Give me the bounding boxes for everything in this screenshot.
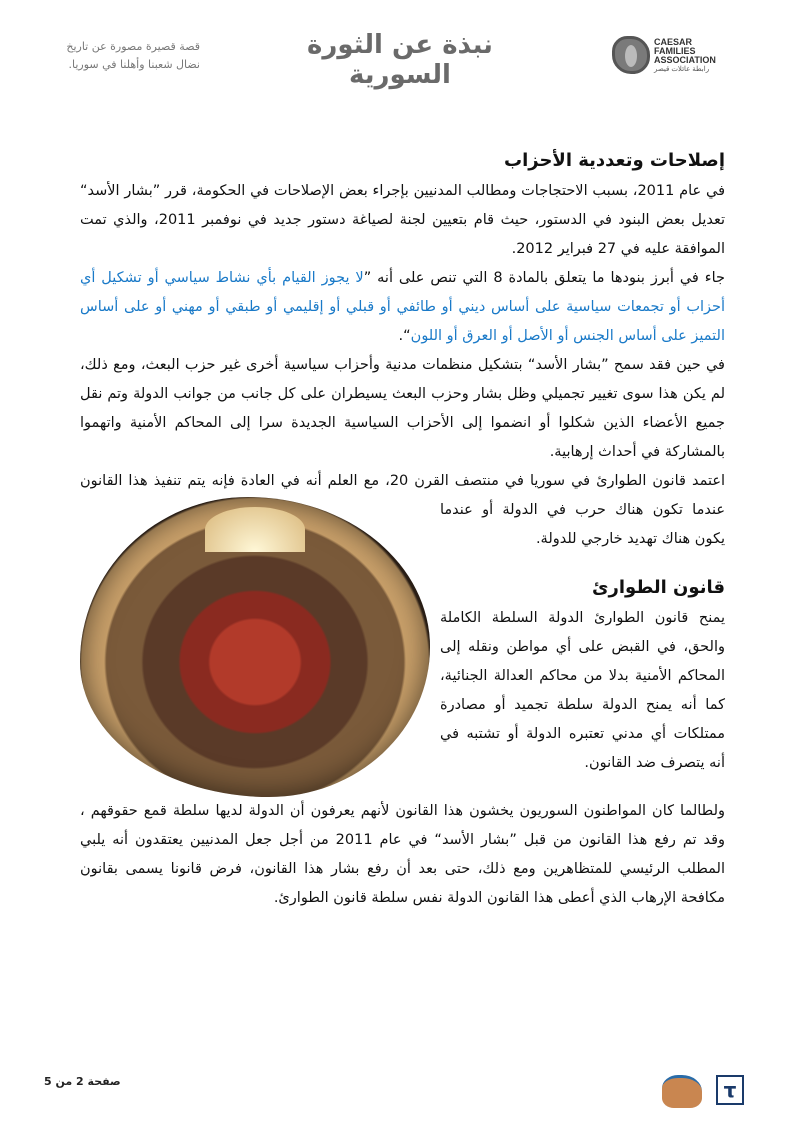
article-body (80, 145, 725, 913)
section-heading-reforms: إصلاحات وتعددية الأحزاب (503, 150, 725, 171)
caesar-families-footer-logo-icon (662, 1075, 702, 1108)
tagline-line-2: نضال شعبنا وأهلنا في سوريا. (68, 58, 200, 71)
text: جاء في أبرز بنودها ما يتعلق بالمادة 8 التي تنص على أنه ” (363, 270, 725, 286)
paragraph: في عام 2011، بسبب الاحتجاجات ومطالب المدنيين بإجراء بعض الإصلاحات في الحكومة، قرر ”بشار الأسد“ تعديل بعض البنود في الدستور، حيث قام بتعيين لجنة لصياغة دستور جديد في نوفمبر 2011، والذي تمت الموافقة عليه في 27 فبراير 2012. (80, 183, 725, 257)
article-8-quote: لا يجوز القيام بأي نشاط سياسي أو تشكيل أي أحزاب أو تجمعات سياسية على أساس ديني أو طائفي أو قبلي أو إقليمي أو طبقي أو مهني أو على أساس التميز على أساس الجنس أو الأصل أو العرق أو اللون (80, 270, 725, 344)
page-header (0, 28, 794, 90)
paragraph: ولطالما كان المواطنون السوريون يخشون هذا القانون لأنهم يعرفون أن الدولة لديها سلطة قمع حقوقهم ، وقد تم رفع هذا القانون من قبل ”بشار الأسد“ في عام 2011 من أجل جعل المدنيين يعتقدون أنه يلبي المطلب الرئيسي للمتظاهرين ومع ذلك، حتى بعد أن رفع بشار هذا القانون، فرض قانونا يسمى بقانون مكافحة الإرهاب الذي أعطى هذا القانون الدولة نفس سلطة قانون الطوارئ. (80, 803, 725, 906)
text: “. (398, 328, 411, 344)
tagline (40, 38, 200, 74)
logo-text (654, 38, 716, 74)
logo-word: CAESAR (654, 37, 693, 47)
section-heading-emergency-law: قانون الطوارئ (592, 577, 725, 598)
page-number: صفحة 2 من 5 (44, 1075, 121, 1088)
logo-arabic: رابطة عائلات قيصر (654, 66, 710, 73)
parliament-image (80, 497, 430, 797)
logo-word: FAMILIES (654, 46, 696, 56)
leaf-logo-icon (612, 36, 650, 74)
parliament-photo (80, 497, 430, 797)
paragraph: اعتمد قانون الطوارئ في سوريا في منتصف القرن 20، مع العلم أنه في العادة فإنه يتم تنفيذ هذا القانون عندما تكون هناك حرب في الدولة أو عندما يكون هناك تهديد خارجي للدولة. (80, 473, 726, 547)
tau-logo-icon: τ (716, 1075, 744, 1105)
logo-word: ASSOCIATION (654, 55, 716, 65)
paragraph-article-8 (80, 264, 725, 351)
caesar-families-logo (612, 36, 752, 76)
document-title: نبذة عن الثورة السورية (307, 30, 493, 90)
tagline-line-1: قصة قصيرة مصورة عن تاريخ (66, 40, 200, 53)
paragraph: يمنح قانون الطوارئ الدولة السلطة الكاملة والحق، في القبض على أي مواطن ونقله إلى المحاكم الأمنية بدلا من محاكم العدالة الجنائية، كما أنه يمنح الدولة سلطة تجميد أو مصادرة ممتلكات أي مدني تعتبره الدولة أو تشتبه في أنه يتصرف ضد القانون. (440, 610, 725, 771)
paragraph: في حين فقد سمح ”بشار الأسد“ بتشكيل منظمات مدنية وأحزاب سياسية أخرى غير حزب البعث، ومع ذلك، لم يكن هذا سوى تغيير تجميلي وظل بشار وحزب البعث يسيطران على كل جانب من جوانب الدولة وتم نقل جميع الأعضاء الذين شكلوا أو انضموا إلى الأحزاب السياسية الجديدة سرا إلى المحاكم الأمنية واتهموا بالمشاركة في أحداث إرهابية. (80, 357, 725, 460)
